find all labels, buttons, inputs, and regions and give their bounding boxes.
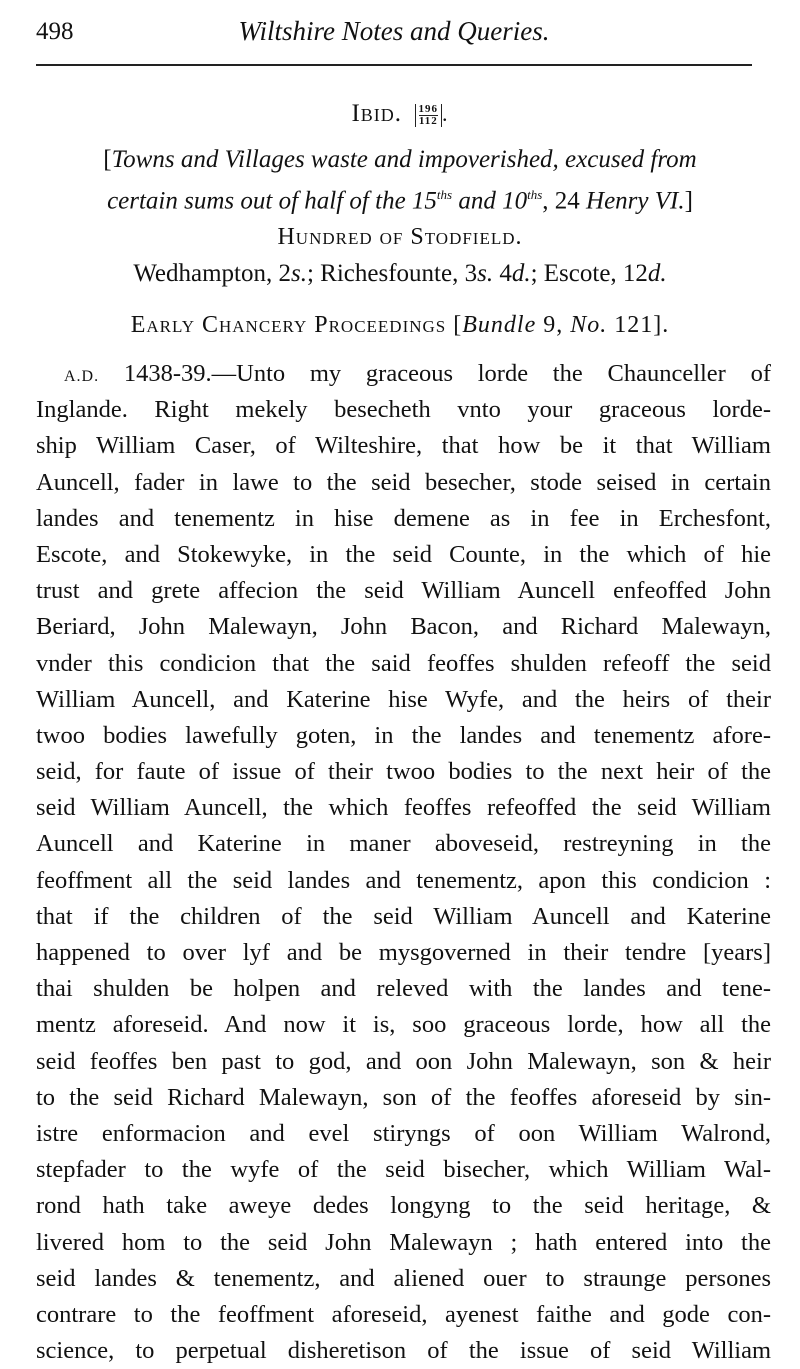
body-line: happened to over lyf and be mysgoverned in their tendre [years] — [36, 939, 771, 966]
body-line: William Auncell, and Katerine hise Wyfe, and the heirs of their — [36, 685, 771, 713]
ibid-reference — [415, 104, 443, 127]
body-line: seid, for faute of issue of their twoo bodies to the next heir of the — [36, 758, 771, 786]
body-line: that if the children of the seid William Auncell and Katerine — [36, 902, 771, 930]
body-line: Inglande. Right mekely besecheth vnto your graceous lorde- — [36, 396, 771, 424]
chancery-title: Early Chancery Proceedings — [130, 312, 447, 338]
subtitle-part-5: Henry VI. — [586, 187, 685, 215]
subtitle-close-bracket: ] — [684, 187, 693, 215]
place-1-unit: s. — [291, 260, 307, 287]
subtitle-part-2: certain sums out of half of the 15 — [107, 187, 437, 215]
place-2-unit-1: s. — [477, 260, 494, 287]
subtitle-sup-2: ths — [527, 187, 543, 202]
body-line: rond hath take aweye dedes longyng to the seid heritage, & — [36, 1192, 771, 1220]
ibid-heading — [0, 100, 800, 128]
body-line: feoffment all the seid landes and tenementz, apon this condicion : — [36, 866, 771, 894]
body-line: science, to perpetual disheretison of the issue of seid William — [36, 1337, 771, 1365]
ibid-period: . — [442, 101, 449, 126]
body-line — [36, 356, 771, 392]
chancery-no-value: 121 — [607, 312, 654, 338]
body-line: mentz aforeseid. And now it is, soo graceous lorde, how all the — [36, 1011, 771, 1039]
body-line: Auncell and Katerine in maner aboveseid, restreyning in the — [36, 830, 771, 858]
place-3: ; Escote, 12 — [530, 260, 648, 287]
body-line: seid William Auncell, the which feoffes refeoffed the seid William — [36, 794, 771, 822]
chancery-close: ]. — [653, 312, 670, 338]
place-1: Wedhampton, 2 — [133, 260, 291, 287]
body-line: seid feoffes ben past to god, and oon John Malewayn, son & heir — [36, 1047, 771, 1075]
body-line: vnder this condicion that the said feoffes shulden refeoff the seid — [36, 649, 771, 677]
era-label: A.D. — [64, 368, 100, 385]
subtitle-open-bracket: [ — [103, 146, 112, 173]
subtitle-line-2 — [38, 177, 762, 218]
place-2: ; Richesfounte, 3 — [306, 260, 478, 287]
body-line: landes and tenementz in hise demene as in fee in Erchesfont, — [36, 504, 771, 532]
body-line: trust and grete affecion the seid William Auncell enfeoffed John — [36, 577, 771, 605]
body-line: stepfader to the wyfe of the seid bisecher, which William Wal- — [36, 1156, 771, 1184]
subtitle-part-3: and 10 — [452, 187, 528, 215]
body-line: Beriard, John Malewayn, John Bacon, and Richard Malewayn, — [36, 613, 771, 641]
body-line: thai shulden be holpen and releved with the landes and tene- — [36, 975, 771, 1003]
place-2-unit-2: d. — [511, 260, 531, 287]
body-line: contrare to the feoffment aforeseid, ayenest faithe and gode con- — [36, 1300, 771, 1328]
chancery-no-label: No. — [570, 312, 608, 338]
body-line: seid landes & tenementz, and aliened ouer to straunge persones — [36, 1264, 771, 1292]
chancery-bundle: Bundle — [462, 312, 537, 338]
body-line: ship William Caser, of Wilteshire, that how be it that William — [36, 432, 771, 460]
header-rule — [36, 64, 752, 66]
subtitle-part-1: Towns and Villages waste and impoverished, excused from — [111, 146, 697, 173]
first-line-text: 1438-39.—Unto my graceous lorde the Chaunceller of — [99, 360, 771, 387]
page-header — [36, 14, 752, 50]
body-line: livered hom to the seid John Malewayn ; hath entered into the — [36, 1228, 771, 1256]
subtitle-line-1 — [38, 142, 762, 177]
body-line: Auncell, fader in lawe to the seid besecher, stode seised in certain — [36, 468, 771, 496]
ibid-label: Ibid. — [351, 100, 403, 127]
places-line — [0, 260, 800, 288]
ibid-ref-top: 196 — [418, 103, 439, 116]
chancery-heading — [0, 312, 800, 339]
subtitle-sup-1: ths — [436, 187, 453, 202]
hundred-heading: Hundred of Stodfield. — [277, 224, 523, 250]
chancery-open: [ — [453, 312, 463, 338]
place-2-mid: 4 — [493, 260, 512, 287]
ibid-ref-bottom: 112 — [418, 115, 438, 128]
running-title: Wiltshire Notes and Queries. — [238, 16, 550, 46]
chancery-bundle-no: 9, — [536, 312, 571, 338]
body-paragraph — [36, 356, 771, 1369]
body-line: to the seid Richard Malewayn, son of the feoffes aforeseid by sin- — [36, 1083, 771, 1111]
body-line: twoo bodies lawefully goten, in the landes and tenementz afore- — [36, 721, 771, 749]
body-line: istre enformacion and evel stiryngs of oon William Walrond, — [36, 1119, 771, 1147]
page-number: 498 — [36, 18, 74, 45]
body-line: Escote, and Stokewyke, in the seid Counte, in the which of hie — [36, 540, 771, 568]
place-3-unit: d. — [647, 260, 667, 287]
subtitle-part-4: , 24 — [542, 187, 587, 215]
